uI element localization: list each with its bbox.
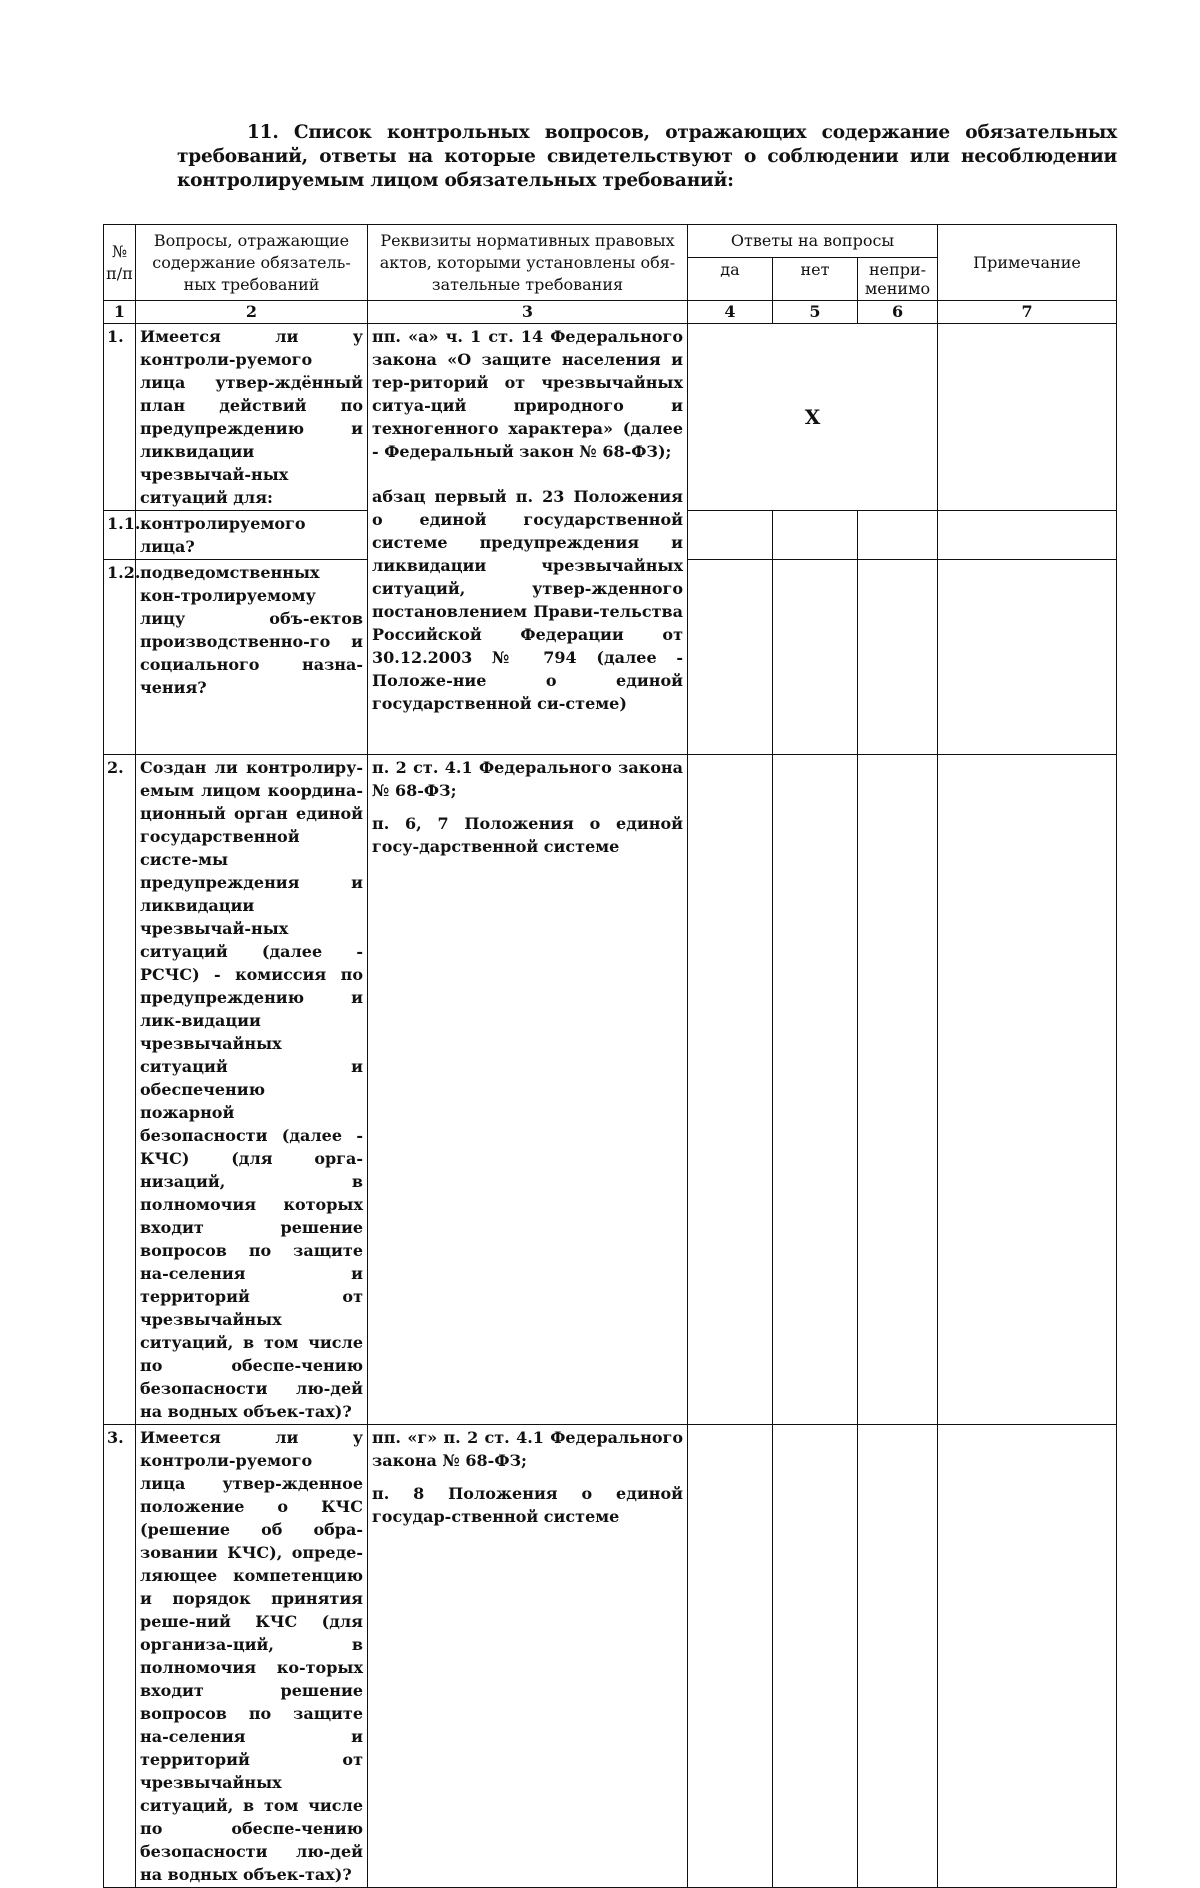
header-questions: Вопросы, отражающие содержание обязатель-ных требований [136,225,368,301]
requisites-text: абзац первый п. 23 Положения о единой государственной системе предупреждения и ликвидации чрезвычайных ситуаций, утвер-жденного постановлением Прави-тельства Российской Федерации от 30.12.2003 № 794 (далее - Положе-ние о единой государственной си-стеме) [372,487,683,713]
column-numbers-row [104,301,1117,324]
col-number: 4 [688,301,773,324]
question-text: Имеется ли у контроли-руемого лица утвер-жденное положение о КЧС (решение об обра-зовании КЧС), опреде-ляющее компетенцию и порядок принятия реше-ний КЧС (для организа-ций, в полномочия ко-торых входит решение вопросов по защите на-селения и территорий от чрезвычайных ситуаций, в том числе по обеспе-чению безопасности лю-дей на водных объек-тах)? [136,1425,368,1888]
header-answers: Ответы на вопросы [688,225,938,258]
question-text: Создан ли контролиру-емым лицом координа-ционный орган единой государственной систе-мы предупреждения и ликвидации чрезвычай-ных ситуаций (далее - РСЧС) - комиссия по предупреждению и лик-видации чрезвычайных ситуаций и обеспечению пожарной безопасности (далее - КЧС) (для орга-низаций, в полномочия которых входит решение вопросов по защите на-селения и территорий от чрезвычайных ситуаций, в том числе по обеспе-чению безопасности лю-дей на водных объек-тах)? [136,755,368,1425]
requisites-text: п. 2 ст. 4.1 Федерального закона № 68-ФЗ; [372,758,683,800]
header-num: № п/п [104,225,136,301]
question-text: Имеется ли у контроли-руемого лица утвер-ждённый план действий по предупреждению и ликвидации чрезвычай-ных ситуаций для: [136,324,368,511]
col-number: 3 [368,301,688,324]
requisites-cell [368,324,688,755]
note-cell [938,755,1117,1425]
table-header-row [104,225,1117,258]
answer-na-cell[interactable] [858,511,938,560]
intro-paragraph: 11. Список контрольных вопросов, отражающих содержание обязательных требований, ответы на которые свидетельствуют о соблюдении или несоблюдении контролируемым лицом обязательных требований: [177,122,1117,191]
answer-yes-cell[interactable] [688,511,773,560]
requisites-text: пп. «а» ч. 1 ст. 14 Федерального закона «О защите населения и тер-риторий от чрезвычайных ситуа-ций природного и техногенного характера» (далее - Федеральный закон № 68-ФЗ); [372,327,683,461]
note-cell [938,511,1117,560]
not-applicable-mark: X [688,324,938,511]
requisites-cell [368,1425,688,1888]
header-yes: да [688,258,773,301]
answer-na-cell[interactable] [858,1425,938,1888]
question-text: контролируемого лица? [136,511,368,560]
header-note: Примечание [938,225,1117,301]
row-number: 1.2. [104,560,136,755]
table-row [104,1425,1117,1888]
row-number: 2. [104,755,136,1425]
table-row [104,324,1117,511]
note-cell [938,1425,1117,1888]
answer-yes-cell[interactable] [688,560,773,755]
col-number: 1 [104,301,136,324]
answer-no-cell[interactable] [773,1425,858,1888]
requisites-text: пп. «г» п. 2 ст. 4.1 Федерального закона № 68-ФЗ; [372,1428,683,1470]
answer-no-cell[interactable] [773,560,858,755]
answer-na-cell[interactable] [858,755,938,1425]
col-number: 7 [938,301,1117,324]
answer-na-cell[interactable] [858,560,938,755]
question-text: подведомственных кон-тролируемому лицу объ-ектов производственно-го и социального назна-чения? [136,560,368,755]
header-no: нет [773,258,858,301]
requisites-cell [368,755,688,1425]
row-number: 3. [104,1425,136,1888]
answer-no-cell[interactable] [773,755,858,1425]
answer-yes-cell[interactable] [688,1425,773,1888]
checklist-table [103,224,1117,1888]
requisites-text: п. 6, 7 Положения о единой госу-дарственной системе [372,814,683,856]
col-number: 6 [858,301,938,324]
col-number: 2 [136,301,368,324]
header-na: непри-менимо [858,258,938,301]
answer-yes-cell[interactable] [688,755,773,1425]
answer-no-cell[interactable] [773,511,858,560]
row-number: 1. [104,324,136,511]
note-cell [938,560,1117,755]
note-cell [938,324,1117,511]
requisites-text: п. 8 Положения о единой государ-ственной системе [372,1484,683,1526]
row-number: 1.1. [104,511,136,560]
header-requisites: Реквизиты нормативных правовых актов, которыми установлены обя-зательные требования [368,225,688,301]
col-number: 5 [773,301,858,324]
table-row [104,755,1117,1425]
